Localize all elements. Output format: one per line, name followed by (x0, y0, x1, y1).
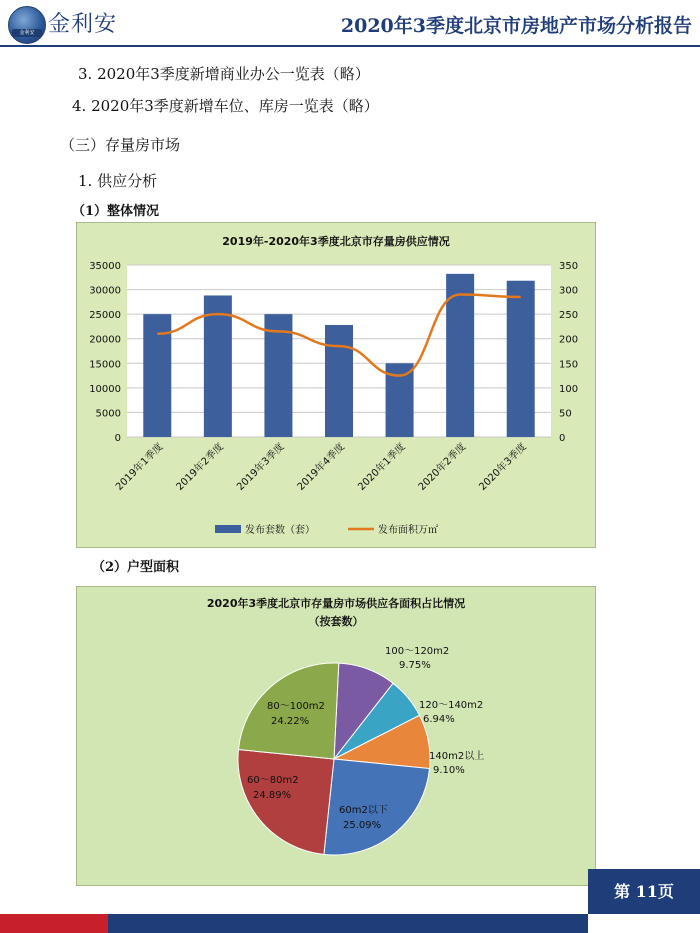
supply-chart-panel (76, 222, 596, 548)
y2-tick-label: 0 (559, 433, 566, 444)
pie-pct-120-140: 6.94% (423, 714, 455, 725)
legend-label-line: 发布面积万㎡ (378, 525, 438, 536)
y-tick-label: 15000 (89, 359, 121, 371)
list-item-4: 4. 2020年3季度新增车位、库房一览表（略） (72, 97, 379, 115)
part-heading-1: （1）整体情况 (72, 204, 160, 219)
pie-label-100-120: 100～120m2 (385, 646, 450, 657)
logo-caption: 金利安 (12, 29, 42, 37)
x-tick-label: 2019年1季度 (113, 441, 166, 493)
bar (204, 295, 232, 437)
bar (325, 325, 353, 437)
footer-blue-bar (108, 914, 588, 933)
pie-slice (238, 750, 334, 855)
y2-tick-label: 350 (559, 261, 579, 272)
y-tick-label: 30000 (89, 285, 121, 297)
page-header (0, 0, 700, 50)
company-logo (8, 6, 46, 44)
x-tick-label: 2020年3季度 (477, 441, 529, 493)
pie-subtitle: （按套数） (308, 615, 364, 628)
y2-tick-label: 50 (559, 408, 572, 420)
pie-label-140plus: 140m2以上 (429, 751, 485, 762)
header-divider (0, 45, 700, 47)
part-heading-2: （2）户型面积 (92, 560, 180, 575)
y2-tick-label: 200 (559, 334, 579, 346)
y-tick-label: 20000 (89, 334, 121, 346)
report-title: 2020年3季度北京市房地产市场分析报告 (340, 15, 692, 37)
y-tick-label: 35000 (89, 261, 121, 272)
y-tick-label: 10000 (89, 383, 121, 395)
y-tick-label: 25000 (89, 310, 121, 322)
list-item-3: 3. 2020年3季度新增商业办公一览表（略） (78, 65, 370, 83)
bar (507, 281, 535, 437)
section-heading: （三）存量房市场 (60, 136, 181, 154)
supply-combo-chart (77, 223, 595, 547)
footer-red-bar (0, 914, 108, 933)
y2-tick-label: 300 (559, 285, 579, 297)
pie-label-80-100: 80～100m2 (267, 701, 325, 712)
pie-pct-under60: 25.09% (343, 820, 382, 831)
area-pie-panel (76, 586, 596, 886)
chart-title: 2019年-2020年3季度北京市存量房供应情况 (222, 235, 450, 248)
subsection-heading: 1. 供应分析 (78, 172, 158, 190)
x-tick-label: 2020年1季度 (356, 441, 408, 493)
y-tick-label: 0 (114, 433, 121, 444)
x-tick-label: 2019年3季度 (235, 441, 287, 493)
pie-pct-140plus: 9.10% (433, 765, 465, 776)
y2-tick-label: 250 (559, 310, 579, 322)
pie-pct-80-100: 24.22% (271, 716, 310, 727)
pie-pct-100-120: 9.75% (399, 660, 431, 671)
y2-tick-label: 100 (559, 383, 579, 395)
pie-title: 2020年3季度北京市存量房市场供应各面积占比情况 (206, 597, 466, 610)
x-tick-label: 2019年2季度 (174, 441, 226, 493)
pie-label-under60: 60m2以下 (339, 805, 388, 816)
pie-pct-60-80: 24.89% (253, 790, 292, 801)
page-number: 第 11页 (588, 869, 700, 914)
legend-label-bar: 发布套数（套） (245, 525, 315, 536)
area-pie-chart (77, 587, 595, 885)
pie-label-120-140: 120～140m2 (419, 700, 484, 711)
y2-tick-label: 150 (559, 359, 579, 371)
pie-label-60-80: 60～80m2 (247, 775, 299, 786)
x-tick-label: 2019年4季度 (295, 441, 348, 493)
legend-swatch-bar (215, 525, 241, 533)
y-tick-label: 5000 (95, 408, 121, 420)
brand-name: 金利安 (48, 12, 118, 37)
x-tick-label: 2020年2季度 (416, 441, 469, 493)
